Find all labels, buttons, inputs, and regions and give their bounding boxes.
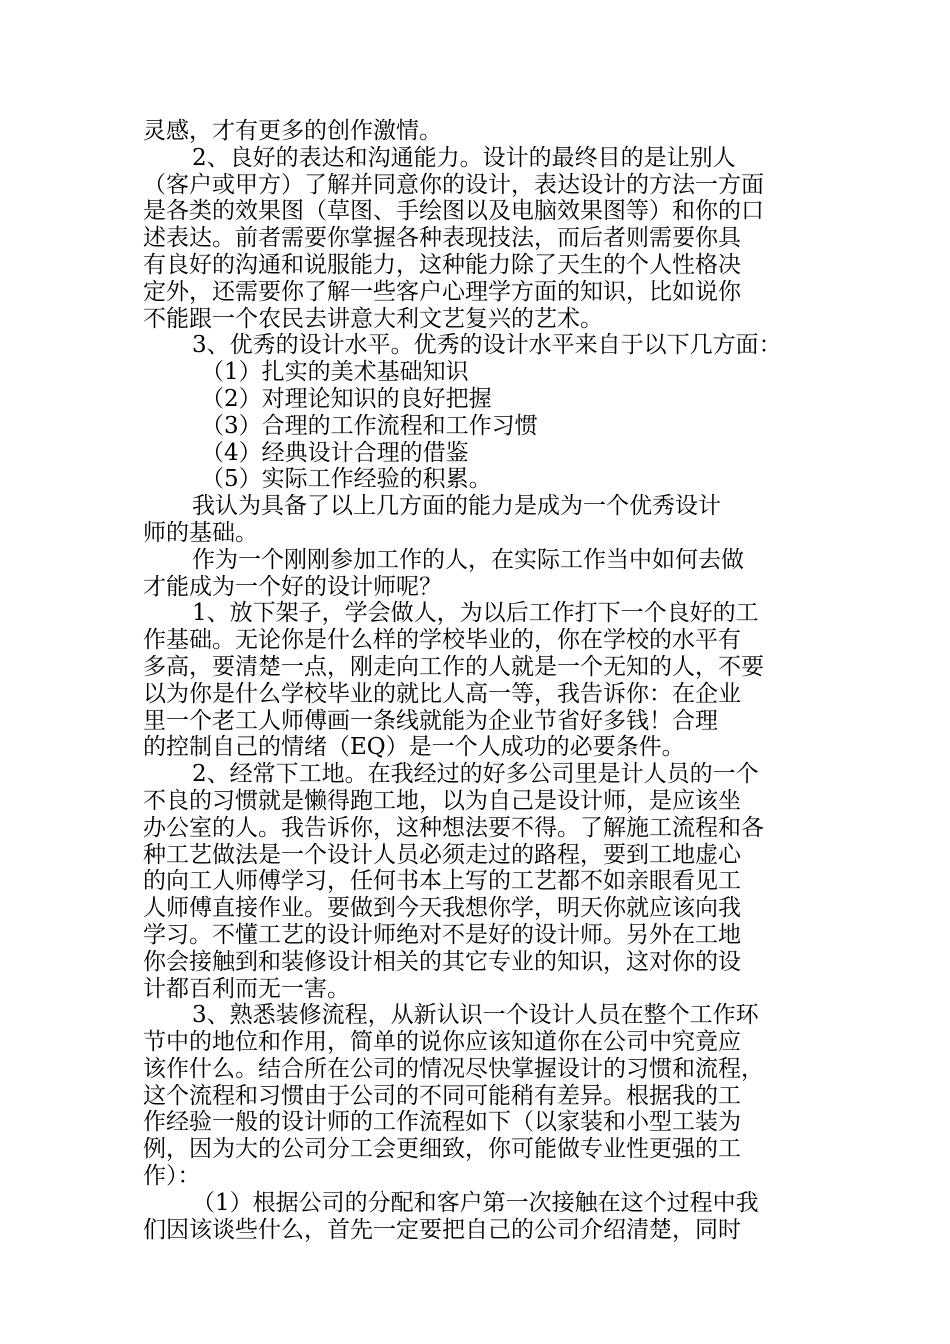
text-line: 你会接触到和装修设计相关的其它专业的知识，这对你的设 xyxy=(143,948,741,975)
text-line: 定外，还需要你了解一些客户心理学方面的知识，比如说你 xyxy=(143,278,741,305)
list-item: （1）扎实的美术基础知识 xyxy=(201,359,469,386)
text-line: 计都百利而无一害。 xyxy=(143,975,350,1002)
text-line: 师的基础。 xyxy=(143,519,258,546)
text-line: 不良的习惯就是懒得跑工地，以为自己是设计师，是应该坐 xyxy=(143,787,741,814)
text-line: 述表达。前者需要你掌握各种表现技法，而后者则需要你具 xyxy=(143,225,741,252)
text-line: 才能成为一个好的设计师呢？ xyxy=(143,573,442,600)
text-line: 学习。不懂工艺的设计师绝对不是好的设计师。另外在工地 xyxy=(143,921,741,948)
list-item: （4）经典设计合理的借鉴 xyxy=(201,439,469,466)
text-line: 1、放下架子，学会做人，为以后工作打下一个良好的工 xyxy=(192,600,759,627)
text-line: 的向工人师傅学习，任何书本上写的工艺都不如亲眼看见工 xyxy=(143,868,741,895)
text-line: 作经验一般的设计师的工作流程如下（以家装和小型工装为 xyxy=(143,1109,741,1136)
text-line: 的控制自己的情绪（EQ）是一个人成功的必要条件。 xyxy=(143,734,685,761)
text-line: 这个流程和习惯由于公司的不同可能稍有差异。根据我的工 xyxy=(143,1082,741,1109)
text-line: 2、良好的表达和沟通能力。设计的最终目的是让别人 xyxy=(192,144,736,171)
text-line: 3、优秀的设计水平。优秀的设计水平来自于以下几方面： xyxy=(192,332,782,359)
text-line: 是各类的效果图（草图、手绘图以及电脑效果图等）和你的口 xyxy=(143,198,764,225)
list-item: （3）合理的工作流程和工作习惯 xyxy=(201,412,538,439)
text-line: 人师傅直接作业。要做到今天我想你学，明天你就应该向我 xyxy=(143,895,741,922)
text-line: 有良好的沟通和说服能力，这种能力除了天生的个人性格决 xyxy=(143,251,741,278)
text-line: 2、经常下工地。在我经过的好多公司里是计人员的一个 xyxy=(192,761,759,788)
text-line: 多高，要清楚一点，刚走向工作的人就是一个无知的人，不要 xyxy=(143,653,764,680)
text-line: 灵感，才有更多的创作激情。 xyxy=(143,118,442,144)
text-line: 里一个老工人师傅画一条线就能为企业节省好多钱！合理 xyxy=(143,707,718,734)
text-line: 我认为具备了以上几方面的能力是成为一个优秀设计 xyxy=(192,493,721,520)
text-line: 作为一个刚刚参加工作的人，在实际工作当中如何去做 xyxy=(192,546,744,573)
text-line: 节中的地位和作用，简单的说你应该知道你在公司中究竟应 xyxy=(143,1029,741,1056)
text-line: 们因该谈些什么，首先一定要把自己的公司介绍清楚，同时 xyxy=(143,1216,741,1243)
list-item: （5）实际工作经验的积累。 xyxy=(201,466,492,493)
text-line: 以为你是什么学校毕业的就比人高一等，我告诉你：在企业 xyxy=(143,680,741,707)
text-line: 办公室的人。我告诉你，这种想法要不得。了解施工流程和各 xyxy=(143,814,764,841)
list-item: （2）对理论知识的良好把握 xyxy=(201,385,492,412)
text-line: 该作什么。结合所在公司的情况尽快掌握设计的习惯和流程， xyxy=(143,1055,764,1082)
text-line: （客户或甲方）了解并同意你的设计，表达设计的方法一方面 xyxy=(143,171,764,198)
text-line: （1）根据公司的分配和客户第一次接触在这个过程中我 xyxy=(192,1189,759,1216)
text-line: 例，因为大的公司分工会更细致，你可能做专业性更强的工 xyxy=(143,1136,741,1163)
text-line: 作基础。无论你是什么样的学校毕业的，你在学校的水平有 xyxy=(143,627,741,654)
text-line: 3、熟悉装修流程，从新认识一个设计人员在整个工作环 xyxy=(192,1002,759,1029)
text-line: 不能跟一个农民去讲意大利文艺复兴的艺术。 xyxy=(143,305,603,332)
document-body xyxy=(143,118,813,1243)
text-line: 作）： xyxy=(143,1163,201,1190)
text-line: 种工艺做法是一个设计人员必须走过的路程，要到工地虚心 xyxy=(143,841,741,868)
